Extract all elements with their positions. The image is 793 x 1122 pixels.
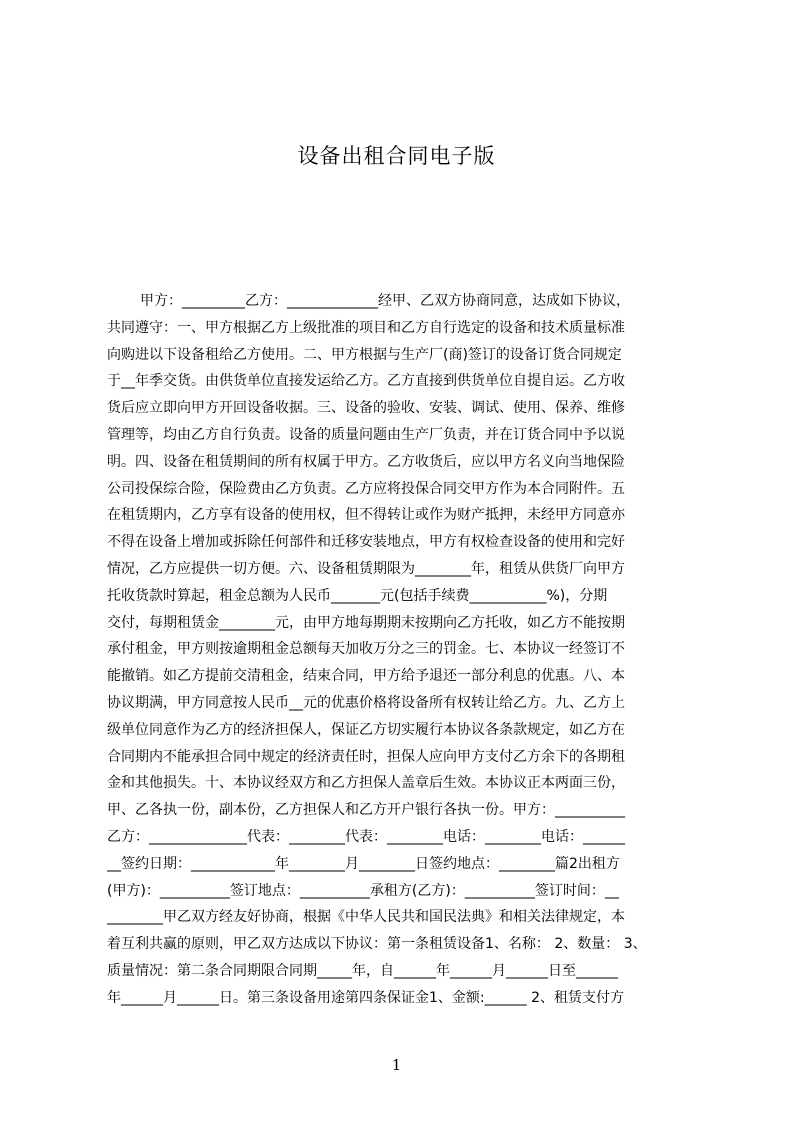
body-line: 交付，每期租赁金________元，由甲方地每期期末按期向乙方托收，如乙方不能按期 (107, 614, 625, 631)
body-line: 货后应立即向甲方开回设备收据。三、设备的验收、安装、调试、使用、保养、维修 (107, 400, 625, 417)
body-line: 甲方：_________乙方：_____________经甲、乙双方协商同意，达成如下协议， (140, 293, 630, 309)
body-line: 合同期内不能承担合同中规定的经济责任时，担保人应向甲方支付乙方余下的各期租 (107, 748, 625, 765)
body-line: 明。四、设备在租赁期间的所有权属于甲方。乙方收货后，应以甲方名义向当地保险 (107, 453, 625, 470)
body-line: (甲方)：__________签订地点：__________承租方(乙方)：__________签订时间：__ (107, 882, 619, 899)
document-title: 设备出租合同电子版 (297, 144, 496, 168)
body-line: 共同遵守：一、甲方根据乙方上级批准的项目和乙方自行选定的设备和技术质量标准 (107, 319, 625, 336)
body-line: 着互利共赢的原则，甲乙双方达成以下协议：第一条租赁设备1、名称： 2、数量： 3、 (107, 936, 647, 953)
body-line: 情况，乙方应提供一切方便。六、设备租赁期限为________年，租赁从供货厂向甲方 (107, 560, 625, 577)
body-line: 不得在设备上增加或拆除任何部件和迁移安装地点，甲方有权检查设备的使用和完好 (107, 534, 625, 551)
page-number: 1 (391, 1056, 402, 1074)
body-line: 协议期满，甲方同意按人民币__元的优惠价格将设备所有权转让给乙方。九、乙方上 (107, 694, 625, 711)
body-line: 能撤销。如乙方提前交清租金，结束合同，甲方给予退还一部分利息的优惠。八、本 (107, 668, 625, 685)
body-line: 乙方：______________代表：________代表：________电话：________电话：______ (107, 828, 625, 845)
body-line: 托收货款时算起，租金总额为人民币_______元(包括手续费___________%)，分期 (107, 587, 608, 604)
body-line: ________甲乙双方经友好协商，根据《中华人民共和国民法典》和相关法律规定，本 (107, 909, 625, 926)
body-line: 质量情况：第二条合同期限合同期_____年，自______年______月______日至______ (107, 962, 618, 979)
document-body (107, 288, 697, 1018)
body-line: 于__年季交货。由供货单位直接发运给乙方。乙方直接到供货单位自提自运。乙方收 (107, 373, 625, 390)
body-line: 向购进以下设备租给乙方使用。二、甲方根据与生产厂(商)签订的设备订货合同规定 (107, 346, 622, 363)
body-line: __签约日期：____________年________月________日签约地点：________篇2出租方 (107, 855, 620, 872)
body-line: 金和其他损失。十、本协议经双方和乙方担保人盖章后生效。本协议正本两面三份， (107, 775, 625, 792)
body-line: 甲、乙各执一份，副本份，乙方担保人和乙方开户银行各执一份。甲方：__________ (107, 802, 625, 819)
body-line: 年______月______日。第三条设备用途第四条保证金1、金额:______ 2、租赁支付方 (107, 989, 624, 1006)
body-line: 管理等，均由乙方自行负责。设备的质量问题由生产厂负责，并在订货合同中予以说 (107, 426, 625, 443)
body-line: 级单位同意作为乙方的经济担保人，保证乙方切实履行本协议各条款规定，如乙方在 (107, 721, 625, 738)
body-line: 公司投保综合险，保险费由乙方负责。乙方应将投保合同交甲方作为本合同附件。五 (107, 480, 625, 497)
body-line: 承付租金，甲方则按逾期租金总额每天加收万分之三的罚金。七、本协议一经签订不 (107, 641, 625, 658)
body-line: 在租赁期内，乙方享有设备的使用权，但不得转让或作为财产抵押，未经甲方同意亦 (107, 507, 625, 524)
